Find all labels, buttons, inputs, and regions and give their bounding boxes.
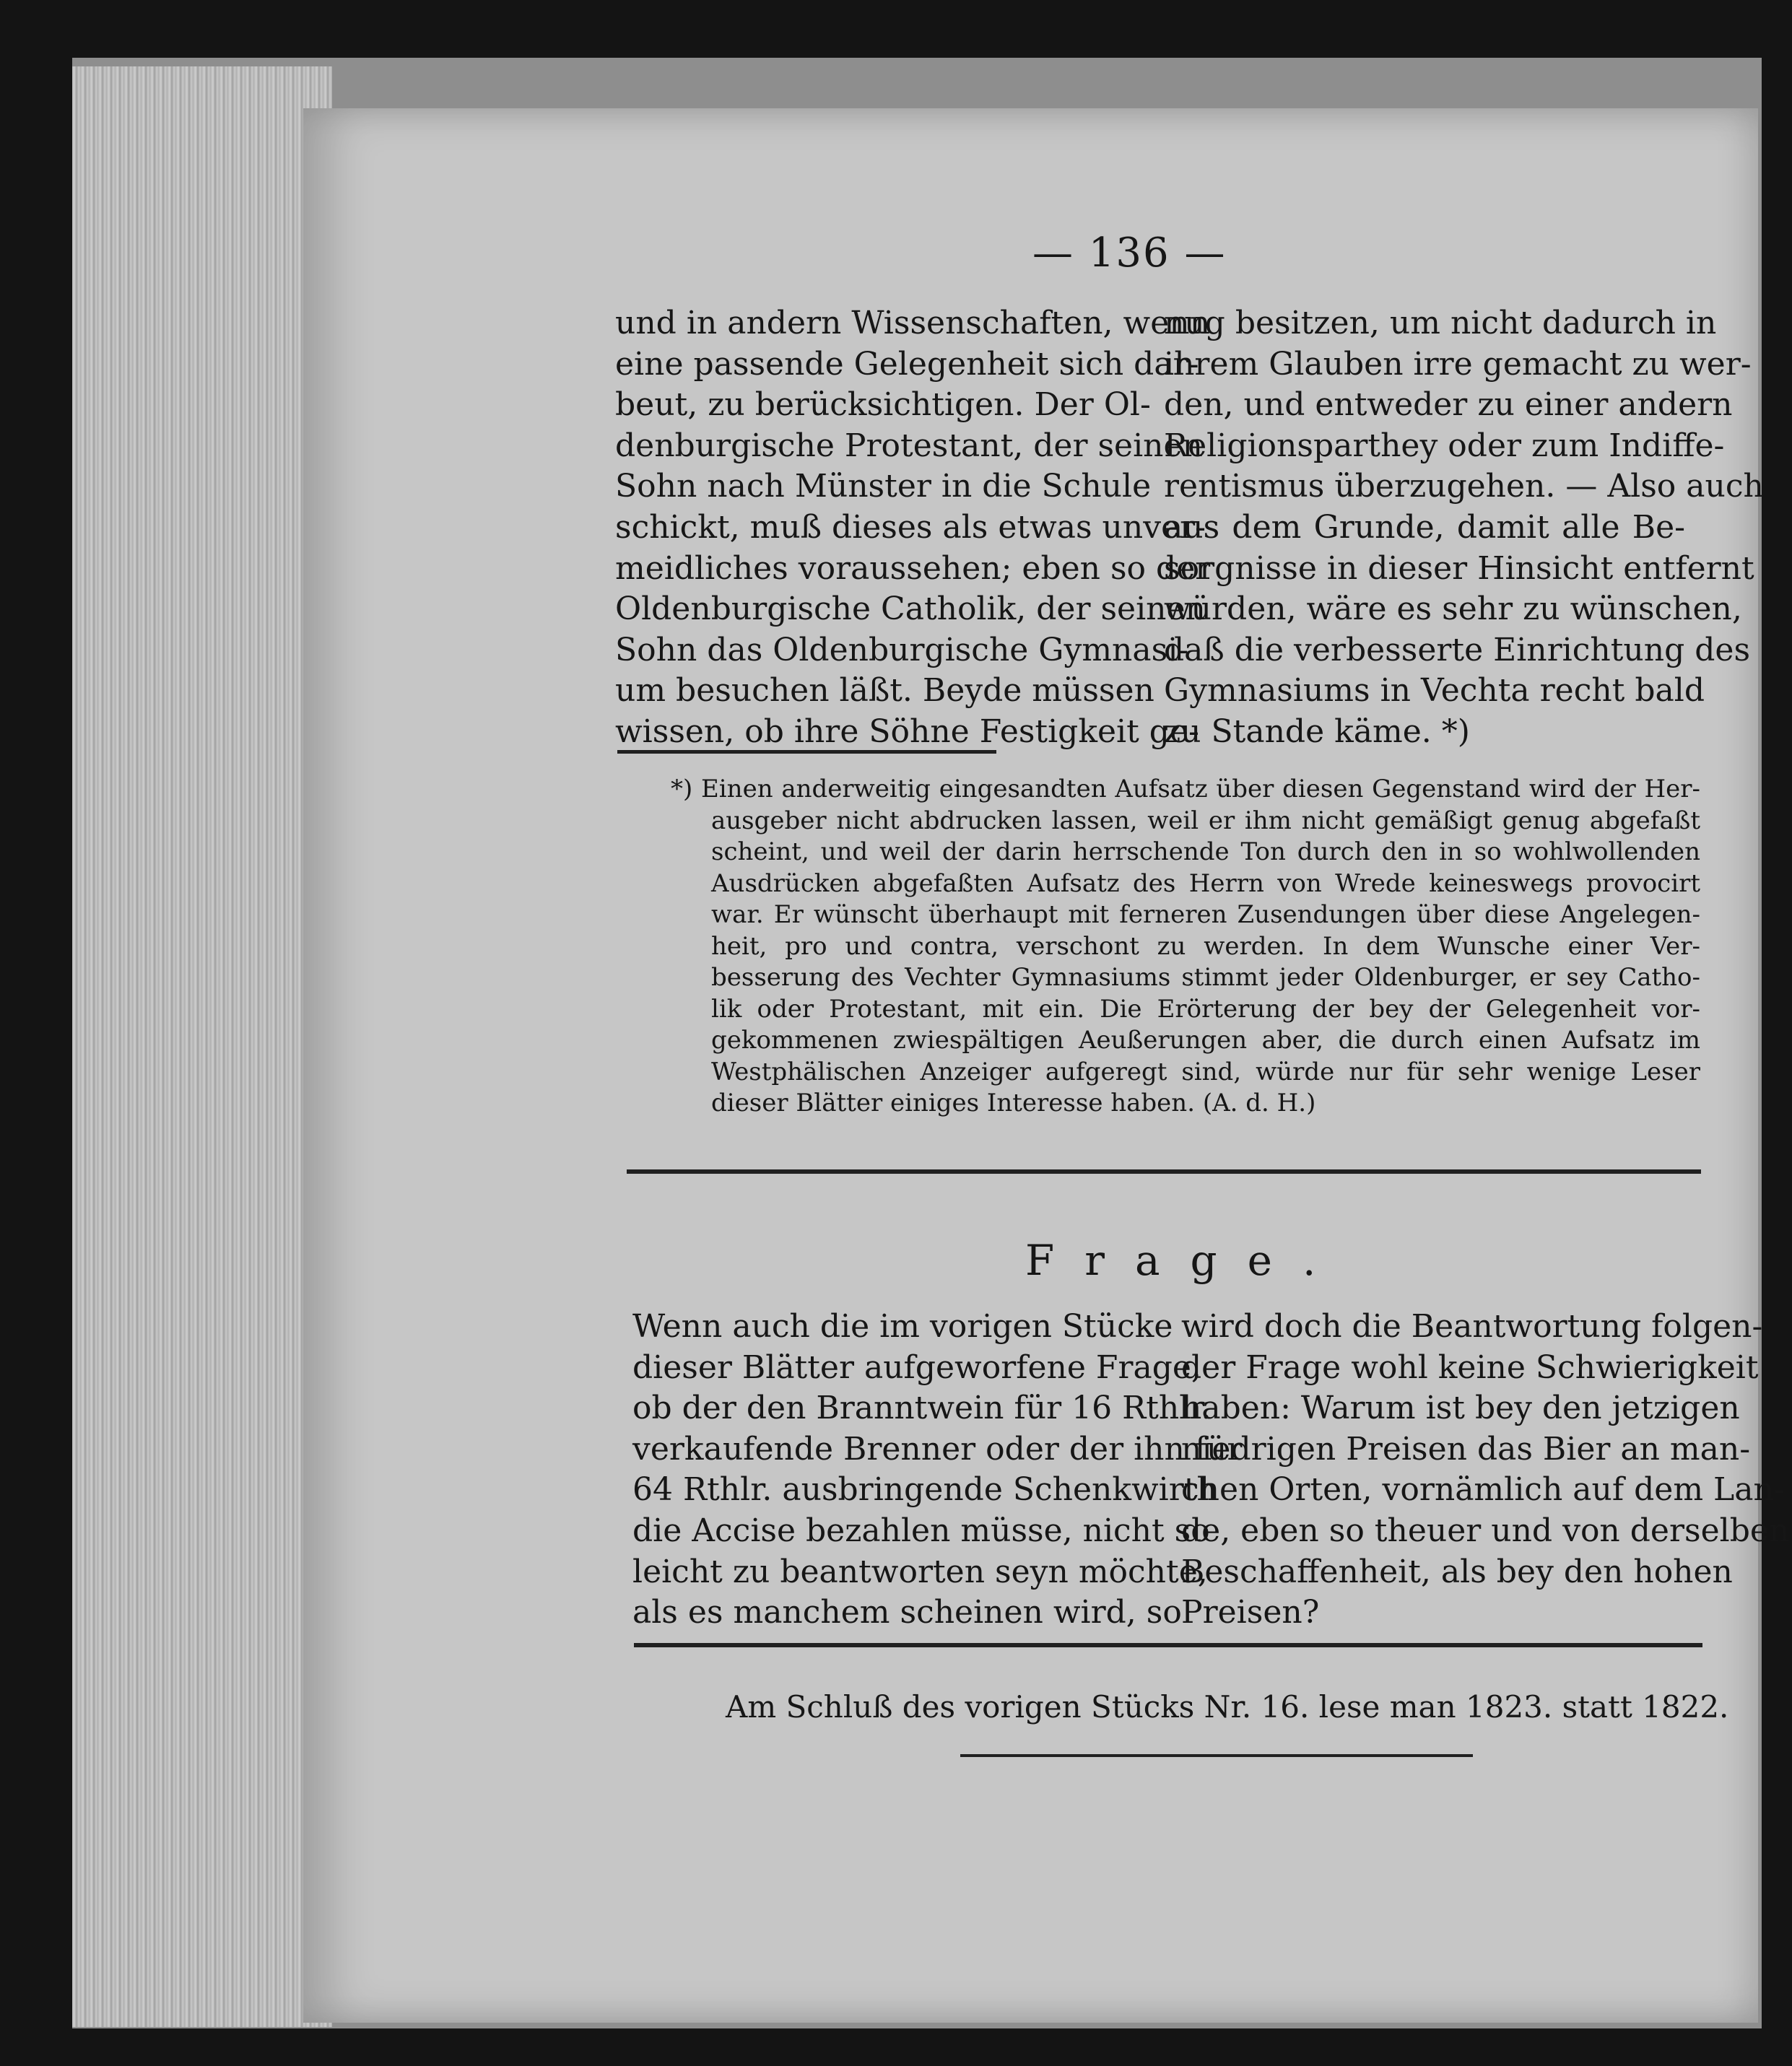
page-number: — 136 — <box>1032 230 1227 276</box>
text-line: 64 Rthlr. ausbringende Schenkwirth <box>632 1471 1217 1509</box>
page-edges <box>72 66 332 2027</box>
footnote-line: scheint, und weil der darin herrschende Ton durch den in so wohlwollenden <box>711 837 1700 866</box>
section-divider <box>627 1169 1701 1174</box>
text-line: niedrigen Preisen das Bier an man- <box>1181 1430 1751 1468</box>
text-line: aus dem Grunde, damit alle Be- <box>1164 508 1685 546</box>
footnote-line: Westphälischen Anzeiger aufgeregt sind, würde nur für sehr wenige Leser <box>711 1057 1700 1086</box>
text-line: Preisen? <box>1181 1594 1320 1631</box>
top-left-column <box>615 303 1211 753</box>
text-line: de, eben so theuer und von derselben <box>1181 1512 1790 1549</box>
text-line: Beschaffenheit, als bey den hohen <box>1181 1553 1733 1590</box>
footnote-line: heit, pro und contra, verschont zu werden. In dem Wunsche einer Ver- <box>711 931 1700 961</box>
footnote-line: gekommenen zwiespältigen Aeußerungen aber, die durch einen Aufsatz im <box>711 1026 1700 1055</box>
text-line: um besuchen läßt. Beyde müssen <box>615 672 1154 710</box>
text-line: schickt, muß dieses als etwas unver- <box>615 508 1206 546</box>
text-line: wissen, ob ihre Söhne Festigkeit ge- <box>615 712 1199 750</box>
text-line: die Accise bezahlen müsse, nicht so <box>632 1512 1210 1549</box>
text-line: verkaufende Brenner oder der ihn für <box>632 1430 1243 1468</box>
text-line: chen Orten, vornämlich auf dem Lan- <box>1181 1471 1785 1509</box>
text-line: rentismus überzugehen. — Also auch <box>1164 468 1764 505</box>
footnote-line: Ausdrücken abgefaßten Aufsatz des Herrn von Wrede keineswegs provocirt <box>711 868 1700 898</box>
footnote-line: war. Er wünscht überhaupt mit ferneren Zusendungen über diese Angelegen- <box>711 900 1700 929</box>
text-line: Oldenburgische Catholik, der seinen <box>615 590 1206 628</box>
footnote-line: *) Einen anderweitig eingesandten Aufsatz über diesen Gegenstand wird der Her- <box>671 775 1700 803</box>
text-line: Wenn auch die im vorigen Stücke <box>632 1308 1173 1345</box>
closing-rule <box>960 1754 1473 1757</box>
text-line: sorgnisse in dieser Hinsicht entfernt <box>1164 549 1754 587</box>
bottom-left-column <box>632 1307 1243 1634</box>
text-line: der Frage wohl keine Schwierigkeit <box>1181 1348 1759 1386</box>
text-line: als es manchem scheinen wird, so <box>632 1594 1182 1631</box>
text-line: dieser Blätter aufgeworfene Frage, <box>632 1348 1201 1386</box>
text-line: denburgische Protestant, der seinen <box>615 427 1203 464</box>
footnote-line: lik oder Protestant, mit ein. Die Erörterung der bey der Gelegenheit vor- <box>711 994 1700 1024</box>
top-right-column <box>1164 303 1764 753</box>
erratum-divider <box>634 1643 1702 1647</box>
text-line: leicht zu beantworten seyn möchte, <box>632 1553 1208 1590</box>
text-line: Sohn das Oldenburgische Gymnasi- <box>615 631 1189 668</box>
bottom-right-column <box>1181 1307 1790 1634</box>
text-line: Sohn nach Münster in die Schule <box>615 468 1152 505</box>
text-line: beut, zu berücksichtigen. Der Ol- <box>615 386 1151 424</box>
text-line: würden, wäre es sehr zu wünschen, <box>1164 590 1742 628</box>
text-line: haben: Warum ist bey den jetzigen <box>1181 1390 1740 1427</box>
footnote-rule <box>617 750 996 754</box>
footnote-line: dieser Blätter einiges Interesse haben. (A. d. H.) <box>711 1089 1316 1117</box>
text-line: nug besitzen, um nicht dadurch in <box>1164 305 1717 341</box>
text-line: Gymnasiums in Vechta recht bald <box>1164 672 1705 710</box>
text-line: zu Stande käme. *) <box>1164 712 1470 750</box>
text-line: den, und entweder zu einer andern <box>1164 386 1733 424</box>
text-line: und in andern Wissenschaften, wenn <box>615 305 1210 341</box>
footnote-line: ausgeber nicht abdrucken lassen, weil er ihm nicht gemäßigt genug abgefaßt <box>711 806 1700 835</box>
erratum-note: Am Schluß des vorigen Stücks Nr. 16. lese man 1823. statt 1822. <box>726 1689 1729 1725</box>
text-line: daß die verbesserte Einrichtung des <box>1164 631 1751 668</box>
text-line: eine passende Gelegenheit sich dar- <box>615 345 1199 383</box>
footnote-line: besserung des Vechter Gymnasiums stimmt jeder Oldenburger, er sey Catho- <box>711 963 1700 992</box>
text-line: meidliches voraussehen; eben so der <box>615 549 1211 587</box>
section-title: Frage. <box>1025 1236 1347 1285</box>
footnote <box>617 774 1700 1120</box>
text-line: ihrem Glauben irre gemacht zu wer- <box>1164 345 1752 383</box>
text-line: Religionsparthey oder zum Indiffe- <box>1164 427 1725 464</box>
text-line: ob der den Branntwein für 16 Rthlr. <box>632 1390 1212 1427</box>
text-line: wird doch die Beantwortung folgen- <box>1181 1308 1763 1345</box>
